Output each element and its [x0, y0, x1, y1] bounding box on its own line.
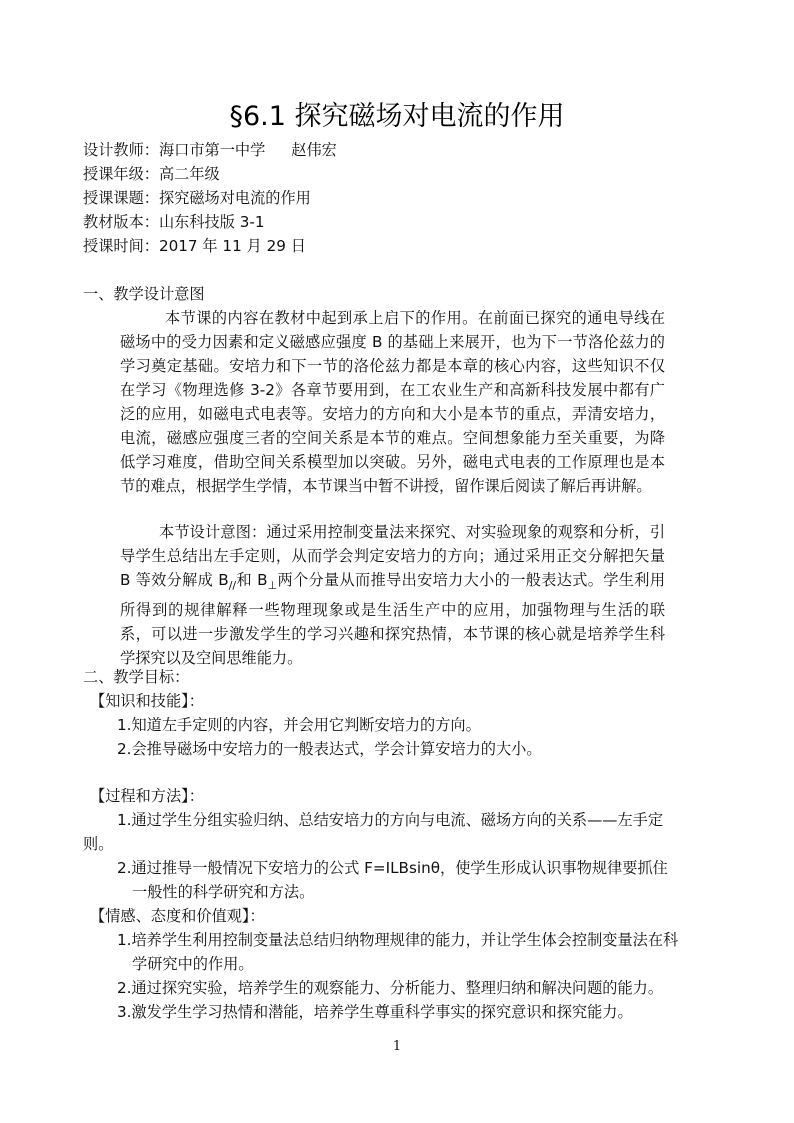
section1-heading: 一、教学设计意图 — [83, 285, 205, 303]
designer-label: 设计教师： — [83, 141, 159, 159]
designer-line — [83, 138, 337, 162]
perpendicular-subscript: ⊥ — [267, 579, 278, 593]
topic-line: 授课课题：探究磁场对电流的作用 — [83, 189, 311, 207]
designer-school: 海口市第一中学 — [158, 141, 266, 159]
knowledge-item-1: 1.知道左手定则的内容，并会用它判断安培力的方向。 — [117, 716, 481, 734]
para2-part-b: 和 B — [236, 571, 268, 589]
process-item-2-line-1: 2.通过推导一般情况下安培力的公式 F=ILBsinθ，使学生形成认识事物规律要抓住 — [117, 859, 668, 877]
section2-heading: 二、教学目标： — [83, 668, 190, 686]
page-number: 1 — [392, 1039, 402, 1054]
process-label: 【过程和方法】： — [90, 787, 204, 805]
emotion-item-3: 3.激发学生学习热情和潜能，培养学生尊重科学事实的探究意识和探究能力。 — [117, 1003, 633, 1021]
date-line: 授课时间：2017 年 11 月 29 日 — [83, 237, 306, 255]
parallel-subscript: // — [228, 579, 237, 593]
process-item-1-line-2: 则。 — [83, 835, 114, 853]
para2-part-a: 本节设计意图：通过采用控制变量法来探究、对实验现象的观察和分析，引导学生总结出左手定则，从而学会判定安培力的方向；通过采用正交分解把矢量 B 等效分解成 B — [120, 523, 665, 589]
section1-paragraph-1: 本节课的内容在教材中起到承上启下的作用。在前面已探究的通电导线在磁场中的受力因素和定义磁感应强度 B 的基础上来展开，也为下一节洛伦兹力的学习奠定基础。安培力和下一节的洛伦兹力都是本章的核心内容，这些知识不仅在学习《物理选修 3-2》各章节要用到，在工农业生产和高新科技发展中都有广泛的应用，如磁电式电表等。安培力的方向和大小是本节的重点，弄清安培力，电流，磁感应强度三者的空间关系是本节的难点。空间想象能力至关重要，为降低学习难度，借助空间关系模型加以突破。另外，磁电式电表的工作原理也是本节的难点，根据学生学情，本节课当中暂不讲授，留作课后阅读了解后再讲解。 — [120, 309, 665, 495]
grade-line: 授课年级：高二年级 — [83, 165, 220, 183]
page-title: §6.1 探究磁场对电流的作用 — [229, 101, 565, 132]
designer-name: 赵伟宏 — [291, 141, 337, 159]
knowledge-item-2: 2.会推导磁场中安培力的一般表达式，学会计算安培力的大小。 — [117, 740, 542, 758]
process-item-1-line-1: 1.通过学生分组实验归纳、总结安培力的方向与电流、磁场方向的关系——左手定 — [117, 811, 664, 829]
emotion-item-1-line-1: 1.培养学生利用控制变量法总结归纳物理规律的能力，并让学生体会控制变量法在科 — [117, 931, 679, 949]
edition-line: 教材版本：山东科技版 3-1 — [83, 213, 265, 231]
emotion-item-1-line-2: 学研究中的作用。 — [132, 955, 254, 973]
knowledge-label: 【知识和技能】： — [90, 692, 204, 710]
lesson-meta — [83, 138, 337, 258]
emotion-item-2: 2.通过探究实验，培养学生的观察能力、分析能力、整理归纳和解决问题的能力。 — [117, 979, 664, 997]
emotion-label: 【情感、态度和价值观】： — [90, 907, 265, 925]
para2-part-c: 两个分量从而推导出安培力大小的一般表达式。学生利用所得到的规律解释一些物理现象或是生活生产中的应用，加强物理与生活的联系，可以进一步激发学生的学习兴趣和探究热情，本节课的核心就是培养学生科学探究以及空间思维能力。 — [120, 571, 666, 668]
section1-paragraph-2 — [120, 520, 665, 670]
process-item-2-line-2: 一般性的科学研究和方法。 — [132, 883, 315, 901]
